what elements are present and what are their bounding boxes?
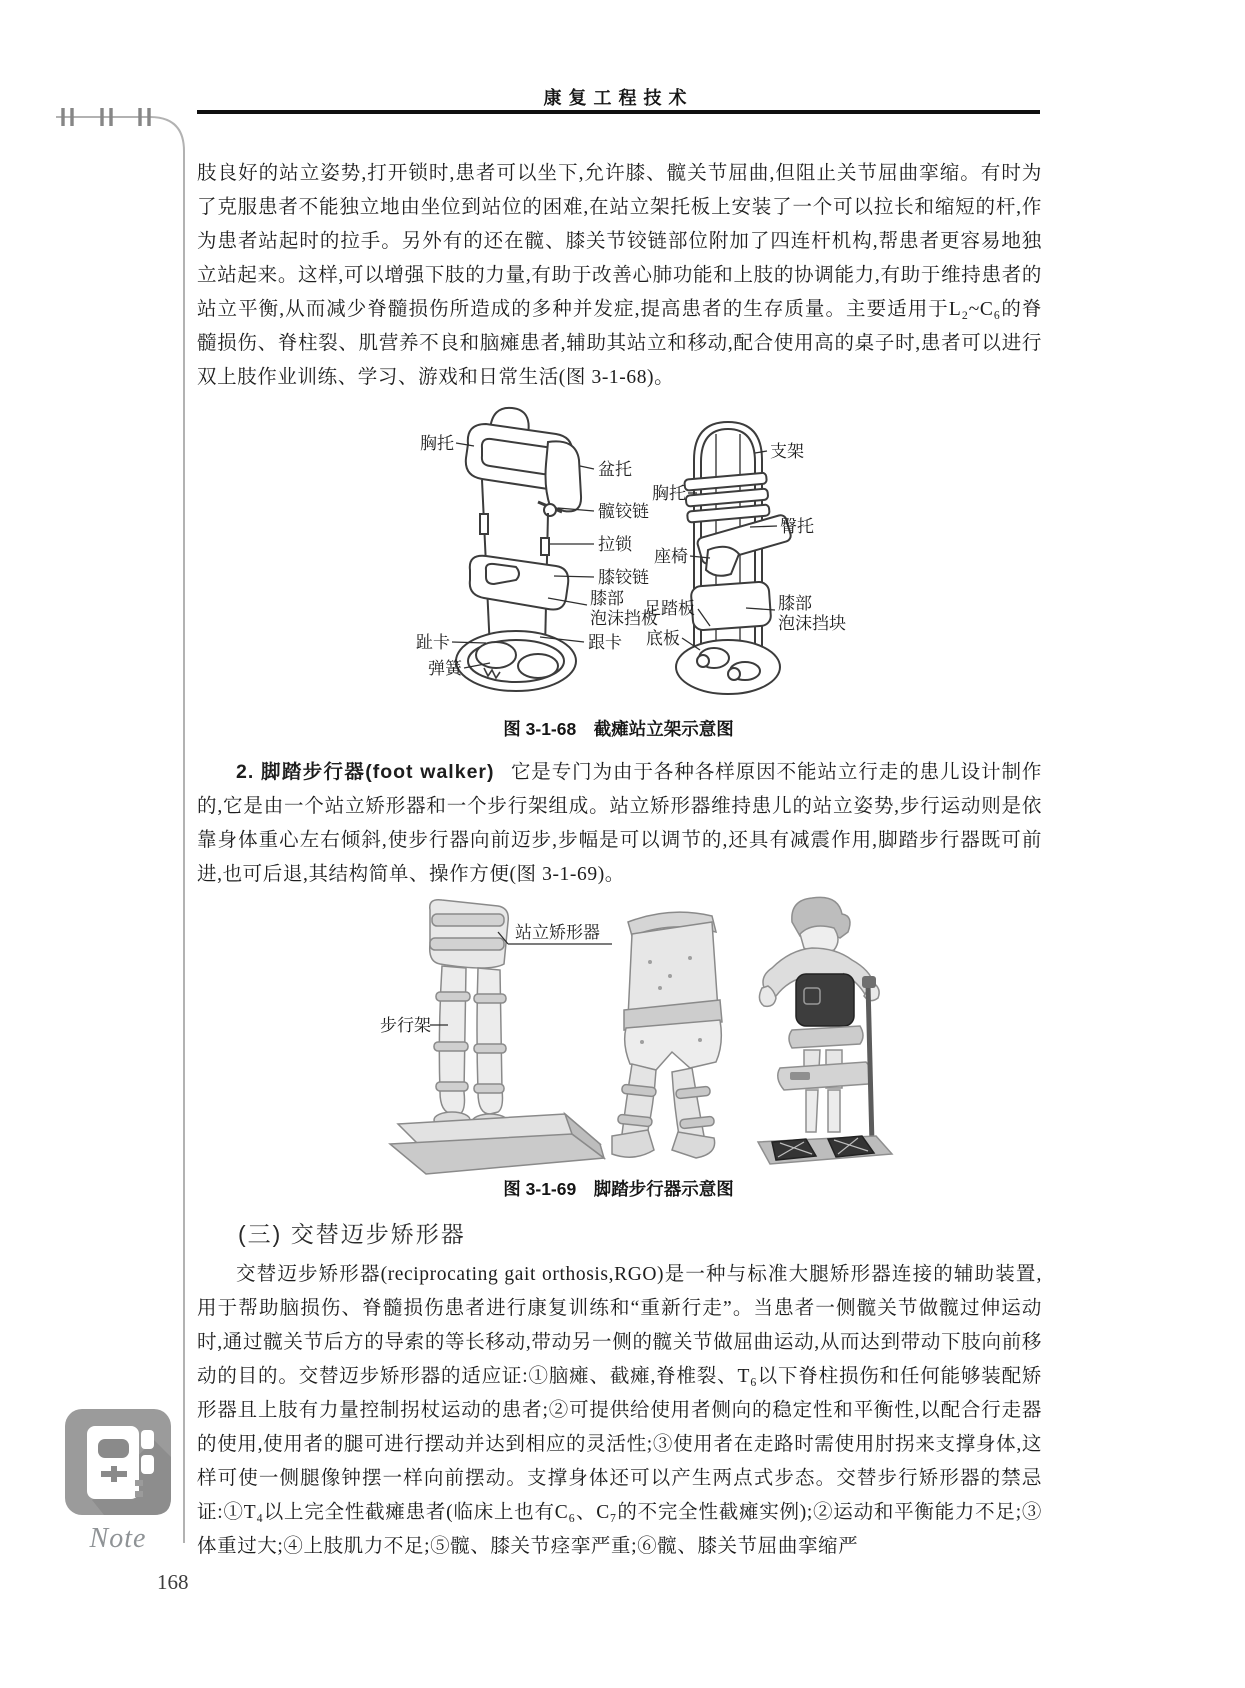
label-chest-right: 胸托 [652, 484, 686, 503]
note-block [58, 1408, 178, 1555]
label-knee-hinge: 膝铰链 [598, 568, 649, 587]
label-toe-clip: 趾卡 [416, 633, 450, 652]
foot-walker-heading: 2. 脚踏步行器(foot walker) [236, 761, 495, 783]
standing-orthosis-drawing [612, 912, 722, 1158]
label-hip-support: 臀托 [780, 517, 814, 536]
label-frame: 支架 [770, 442, 804, 461]
figure-3-1-69-foot-walker-diagram [360, 892, 900, 1182]
label-spring: 弹簧 [428, 659, 462, 678]
label-zipper: 拉锁 [598, 535, 632, 554]
margin-ornament [48, 98, 193, 1553]
foot-walker-body: 它是专门为由于各种各样原因不能站立行走的患儿设计制作的,它是由一个站立矫形器和一个步行架组成。站立矫形器维持患儿的站立姿势,步行运动则是依靠身体重心左右倾斜,使步行器向前迈步,步幅是可以调节的,还具有减震作用,脚踏步行器既可前进,也可后退,其结构简单、操作方便(图 3-1-69)。 [197, 762, 1042, 885]
label-heel-clip: 跟卡 [588, 633, 622, 652]
label-knee-block-line2: 泡沫挡块 [778, 614, 846, 633]
paragraph-standing-frame: 肢良好的站立姿势,打开锁时,患者可以坐下,允许膝、髋关节屈曲,但阻止关节屈曲挛缩。有时为了克服患者不能独立地由坐位到站位的困难,在站立架托板上安装了一个可以拉长和缩短的杆,作为患者站起时的拉手。另外有的还在髋、膝关节铰链部位附加了四连杆机构,帮患者更容易地独立站起来。这样,可以增强下肢的力量,有助于改善心肺功能和上肢的协调能力,有助于维持患者的站立平衡,从而减少脊髓损伤所造成的多种并发症,提高患者的生存质量。主要适用于L₂~C₆的脊髓损伤、脊柱裂、肌营养不良和脑瘫患者,辅助其站立和移动,配合使用高的桌子时,患者可以进行双上肢作业训练、学习、游戏和日常生活(图 3-1-68)。 [197, 163, 1042, 388]
left-standing-frame-drawing [456, 408, 581, 691]
label-hip-hinge: 髋铰链 [598, 502, 649, 521]
figure-3-1-68-standing-frame-diagram [398, 398, 858, 706]
page-number: 168 [157, 1570, 189, 1594]
right-standing-frame-drawing [676, 422, 792, 694]
figure-69-caption: 图 3-1-69 脚踏步行器示意图 [503, 1179, 734, 1199]
label-foot-plate: 足踏板 [644, 599, 695, 618]
paragraph-foot-walker [197, 755, 1042, 892]
page-header-title: 康复工程技术 [543, 88, 694, 108]
label-chest-left: 胸托 [420, 434, 454, 453]
label-base-plate: 底板 [646, 629, 680, 648]
label-knee-pad-line1: 膝部 [590, 589, 624, 608]
label-pelvis: 盆托 [598, 460, 632, 479]
label-knee-block-line1: 膝部 [778, 594, 812, 613]
label-seat: 座椅 [654, 547, 688, 566]
paragraph-rgo: 交替迈步矫形器(reciprocating gait orthosis,RGO)是一种与标准大腿矫形器连接的辅助装置,用于帮助脑损伤、脊髓损伤患者进行康复训练和“重新行走”。当患者一侧髋关节做髋过伸运动时,通过髋关节后方的导索的等长移动,带动另一侧的髋关节做屈曲运动,从而达到带动下肢向前移动的目的。交替迈步矫形器的适应证:①脑瘫、截瘫,脊椎裂、T₆以下脊柱损伤和任何能够装配矫形器且上肢有力量控制拐杖运动的患者;②可提供给使用者侧向的稳定性和平衡性,以配合行走器的使用,使用者的腿可进行摆动并达到相应的灵活性;③使用者在走路时需使用肘拐来支撑身体,这样可使一侧腿像钟摆一样向前摆动。支撑身体还可以产生两点式步态。交替步行矫形器的禁忌证:①T₄以上完全性截瘫患者(临床上也有C₆、C₇的不完全性截瘫实例);②运动和平衡能力不足;③体重过大;④上肢肌力不足;⑤髋、膝关节痉挛严重;⑥髋、膝关节屈曲挛缩严 [197, 1264, 1042, 1557]
figure-68-caption: 图 3-1-68 截瘫站立架示意图 [503, 719, 734, 739]
header-rule [197, 110, 1040, 114]
child-using-walker-drawing [758, 897, 892, 1164]
note-label: Note [89, 1523, 147, 1554]
section-heading-rgo: (三) 交替迈步矫形器 [238, 1221, 466, 1247]
label-knee-pad-line2: 泡沫挡板 [590, 609, 658, 628]
note-icon [64, 1408, 172, 1516]
label-walker-frame: 步行架 [380, 1016, 431, 1035]
label-standing-orthosis: 站立矫形器 [515, 923, 600, 942]
